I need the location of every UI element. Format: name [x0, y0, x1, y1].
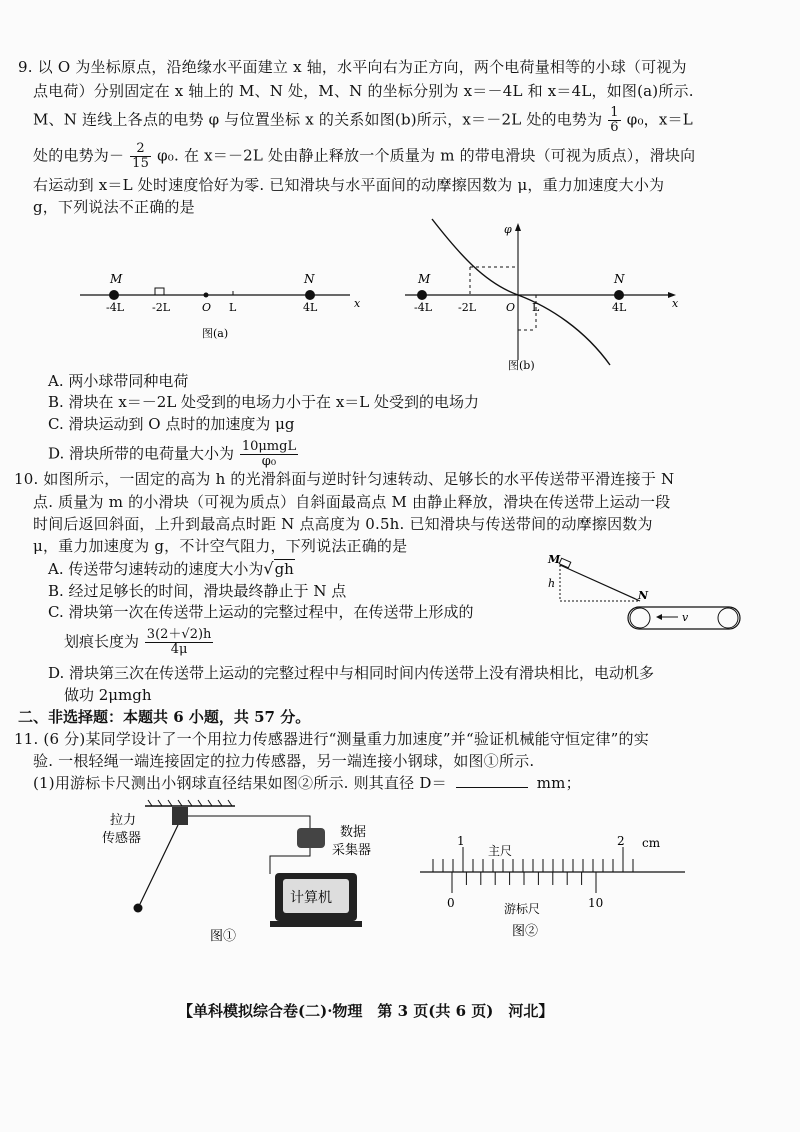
- tick-l: L: [229, 301, 237, 314]
- q10-option-c-line-1: C. 滑块第一次在传送带上运动的完整过程中，在传送带上形成的: [48, 603, 474, 621]
- q10-option-d-line-2: 做功 2μmgh: [64, 686, 152, 704]
- label-h: h: [548, 577, 556, 590]
- label-m-b: M: [418, 272, 431, 286]
- charge-n-dot: [305, 290, 315, 300]
- page-footer: 【单科模拟综合卷(二)·物理 第 3 页(共 6 页) 河北】: [178, 1002, 554, 1020]
- vernier-10: 10: [588, 896, 604, 910]
- q10-option-b: B. 经过足够长的时间，滑块最终静止于 N 点: [48, 582, 347, 600]
- axis-x-label-b: x: [672, 297, 679, 310]
- q9-option-d-frac: $\frac{\text{10μmgL}}{\text{φ₀}}$: [241, 439, 297, 469]
- q10-option-c-line-2: [64, 628, 214, 657]
- vernier-label: 游标尺: [504, 902, 541, 916]
- label-n-b: N: [614, 272, 625, 286]
- figure-b: [400, 215, 690, 375]
- collector-label-1: 数据: [340, 825, 367, 840]
- main-scale-1: 1: [457, 834, 465, 848]
- q9-option-a: A. 两小球带同种电荷: [48, 372, 189, 390]
- tick-minus2l: -2L: [152, 301, 171, 314]
- sensor-label-2: 传感器: [102, 831, 142, 846]
- q9-line-4: [33, 142, 695, 171]
- computer-label: 计算机: [290, 890, 332, 906]
- tick-b-minus2l: -2L: [458, 301, 477, 314]
- tick-b-minus4l: -4L: [414, 301, 433, 314]
- q10-line-1: 10. 如图所示，一固定的高为 h 的光滑斜面与逆时针匀速转动、足够长的水平传送带平滑连接于 N: [14, 470, 675, 488]
- unit-cm: cm: [642, 836, 661, 850]
- tick-o: O: [202, 301, 212, 314]
- label-n: N: [304, 272, 315, 286]
- label-m-q10: M: [548, 555, 561, 566]
- vernier-0: 0: [447, 896, 455, 910]
- collector-label-2: 采集器: [332, 843, 372, 858]
- q11-line-3: [33, 772, 581, 794]
- tick-b-l: L: [532, 301, 540, 314]
- caption-b: 图(b): [508, 359, 535, 372]
- label-m: M: [110, 272, 123, 286]
- caption-a: 图(a): [202, 327, 229, 340]
- q10-option-d-line-1: D. 滑块第三次在传送带上运动的完整过程中与相同时间内传送带上没有滑块相比，电动机多: [48, 664, 655, 682]
- q10-line-3: 时间后返回斜面，上升到最高点时距 N 点高度为 0.5h. 已知滑块与传送带间的动摩擦因数为: [33, 515, 653, 533]
- q11-line-3-text: (1)用游标卡尺测出小钢球直径结果如图②所示. 则其直径 D＝: [33, 774, 447, 792]
- incline: [560, 565, 640, 601]
- q10-line-4: μ，重力加速度为 g，不计空气阻力，下列说法正确的是: [33, 537, 408, 555]
- q9-line-4-tail: φ₀. 在 x＝－2L 处由静止释放一个质量为 m 的带电滑块（可视为质点），滑块向: [157, 146, 696, 165]
- q10-option-c-frac: $\frac{3(2+√2)h}{4\mu}$: [146, 627, 212, 657]
- q11-line-3-unit: mm；: [536, 774, 581, 792]
- q10-line-2: 点. 质量为 m 的小滑块（可视为质点）自斜面最高点 M 由静止释放，滑块在传送带上运动一段: [33, 493, 671, 511]
- tick-4l: 4L: [303, 301, 318, 314]
- q9-line-3: [33, 106, 693, 135]
- q9-line-3-text: M、N 连线上各点的电势 φ 与位置坐标 x 的关系如图(b)所示，x＝－2L 处的电势为: [33, 110, 603, 129]
- axis-x-label: x: [354, 297, 361, 310]
- charge-n-dot-b: [614, 290, 624, 300]
- figure-q10: [540, 555, 750, 635]
- main-scale-ticks: [433, 847, 633, 872]
- q11-line-1: 11. (6 分)某同学设计了一个用拉力传感器进行“测量重力加速度”并“验证机械能守恒定律”的实: [14, 730, 649, 748]
- caption-fig-2: 图②: [512, 924, 539, 939]
- figure-2: [410, 825, 690, 945]
- q9-line-4-text: 处的电势为－: [33, 146, 125, 165]
- main-scale-2: 2: [617, 834, 625, 848]
- q10-option-a-text: A. 传送带匀速转动的速度大小为: [48, 560, 264, 578]
- q9-line-6: g，下列说法不正确的是: [33, 198, 195, 216]
- pulley-left: [630, 608, 650, 628]
- pulley-right: [718, 608, 738, 628]
- q9-frac-1: $\frac{1}{6}$: [610, 105, 619, 135]
- section-2-title: 二、非选择题：本题共 6 小题，共 57 分。: [18, 708, 311, 726]
- steel-ball: [134, 904, 143, 913]
- q9-line-5: 右运动到 x＝L 处时速度恰好为零. 已知滑块与水平面间的动摩擦因数为 μ，重力加速度大小为: [33, 176, 665, 194]
- string: [140, 825, 178, 904]
- charge-m-dot-b: [417, 290, 427, 300]
- answer-blank[interactable]: [456, 787, 528, 788]
- label-n-q10: N: [638, 589, 649, 602]
- q9-line-1: 9. 以 O 为坐标原点，沿绝缘水平面建立 x 轴，水平向右为正方向，两个电荷量相等的小球（可视为: [18, 58, 687, 76]
- q10-option-c-text: 划痕长度为: [64, 632, 140, 651]
- main-scale-label: 主尺: [488, 844, 513, 858]
- data-collector: [297, 828, 325, 848]
- sensor-label-1: 拉力: [110, 813, 137, 828]
- q11-line-2: 验. 一根轻绳一端连接固定的拉力传感器，另一端连接小钢球，如图①所示.: [33, 752, 535, 770]
- origin-dot: [204, 293, 209, 298]
- figure-1: [100, 798, 390, 948]
- label-v: v: [682, 611, 689, 624]
- q9-line-2: 点电荷）分别固定在 x 轴上的 M、N 处，M、N 的坐标分别为 x＝－4L 和 x＝4L，如图(a)所示.: [33, 82, 694, 100]
- figure-a: [70, 265, 370, 345]
- q9-option-c: C. 滑块运动到 O 点时的加速度为 μg: [48, 415, 295, 433]
- q9-option-b: B. 滑块在 x＝－2L 处受到的电场力小于在 x＝L 处受到的电场力: [48, 393, 480, 411]
- q9-option-d-text: D. 滑块所带的电荷量大小为: [48, 444, 235, 463]
- tick-b-o: O: [506, 301, 516, 314]
- force-sensor: [172, 807, 188, 825]
- slider-block-q10: [559, 558, 571, 568]
- q9-frac-2: $\frac{2}{15}$: [132, 141, 150, 171]
- q9-option-d: [48, 440, 299, 469]
- potential-curve: [432, 219, 610, 365]
- slider-block: [155, 288, 164, 295]
- vernier-ticks: [452, 872, 596, 893]
- q10-option-a-sqrt: gh: [274, 560, 294, 578]
- tick-b-4l: 4L: [612, 301, 627, 314]
- caption-fig-1: 图①: [210, 929, 237, 944]
- tick-minus4l: -4L: [106, 301, 125, 314]
- q9-line-3-tail: φ₀，x＝L: [626, 110, 693, 129]
- axis-phi-label: φ: [504, 223, 512, 236]
- charge-m-dot: [109, 290, 119, 300]
- q10-option-a: A. 传送带匀速转动的速度大小为√gh: [48, 559, 294, 578]
